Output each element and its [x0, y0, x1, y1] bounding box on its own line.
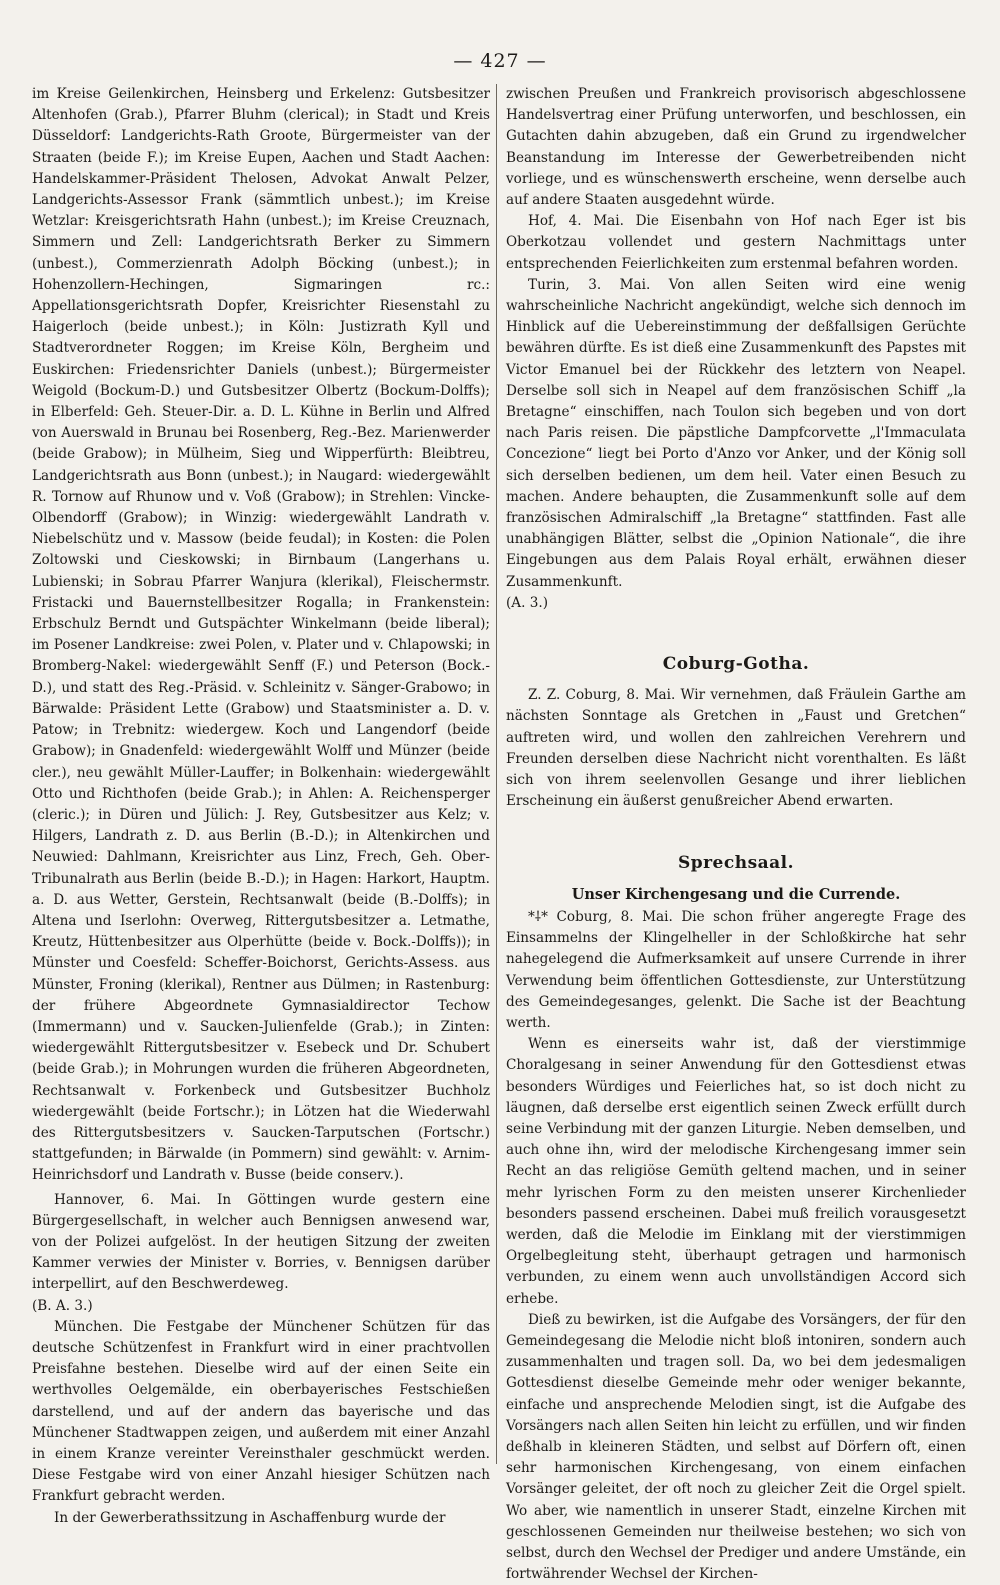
aschaffenburg-article: In der Gewerberathssitzung in Aschaffenburg wurde der	[54, 1509, 446, 1526]
election-results-paragraph: im Kreise Geilenkirchen, Heinsberg und Erkelenz: Gutsbesitzer Altenhofen (Grab.), Pfarrer Bluhm (clerical); in Stadt und Kreis Düsseldorf: Landgerichts-Rath Groote, Bürgermeister van der Straaten (beide F.); im Kreise Eupen, Aachen und Stadt Aachen: Handelskammer-Präsident Thelosen, Advokat Anwalt Pelzer, Landgerichts-Assessor Frank (sämmtlich unbest.); im Kreise Wetzlar: Kreisgerichtsrath Hahn (unbest.); im Kreise Creuznach, Simmern und Zell: Landgerichtsrath Berker zu Simmern (unbest.), Commerzienrath Adolph Böcking (unbest.); in Hohenzollern-Hechingen, Sigmaringen rc.: Appellationsgerichtsrath Dopfer, Kreisrichter Riesenstahl zu Haigerloch (beide unbest.); in Köln: Justizrath Kyll und Stadtverordneter Roggen; im Kreise Köln, Bergheim und Euskirchen: Friedensrichter Daniels (unbest.); Bürgermeister Weigold (Bockum-D.) und Gutsbesitzer Olbertz (Bockum-Dolffs); in Elberfeld: Geh. Steuer-Dir. a. D. L. Kühne in Berlin und Alfred von Auerswald in Brunau bei Rosenberg, Reg.-Bez. Marienwerder (beide Grabow); in Mülheim, Sieg und Wipperfürth: Bleibtreu, Landgerichtsrath aus Bonn (unbest.); in Naugard: wiedergewählt R. Tornow auf Rhunow und v. Voß (Grabow); in Strehlen: Vincke-Olbendorff (Grabow); in Winzig: wiedergewählt Landrath v. Niebelschütz und v. Massow (beide feudal); in Kosten: die Polen Zoltowski und Cieskowski; in Birnbaum (Langerhans u. Lubienski; in Sobrau Pfarrer Wanjura (klerikal), Fleischermstr. Fristacki und Bauernstellbesitzer Rogalla; in Frankenstein: Erbschulz Berndt und Gutspächter Winkelmann (beide liberal); im Posener Landkreise: zwei Polen, v. Plater und v. Chlapowski; in Bromberg-Nakel: wiedergewählt Senff (F.) und Peterson (Bock.-D.), und statt des Reg.-Präsid. v. Schleinitz v. Sänger-Grabowo; in Bärwalde: Präsident Lette (Grabow) und Staatsminister a. D. v. Patow; in Trebnitz: wiedergew. Koch und Langendorf (beide Grabow); in Gnadenfeld: wiedergewählt Wolff und Münzer (beide cler.), neu gewählt Müller-Lauffer; in Bolkenhain: wiedergewählt Otto und Richthofen (beide Grab.); in Ahlen: A. Reichensperger (cleric.); in Düren und Jülich: J. Rey, Gutsbesitzer aus Kelz; v. Hilgers, Landrath z. D. aus Berlin (B.-D.); in Altenkirchen und Neuwied: Dahlmann, Kreisrichter aus Linz, Frech, Geh. Ober-Tribunalrath aus Berlin (beide B.-D.); in Hagen: Harkort, Hauptm. a. D. aus Wetter, Gerstein, Rechtsanwalt (beide (B.-Dolffs); in Altena und Iserlohn: Overweg, Rittergutsbesitzer a. Letmathe, Kreutz, Hüttenbesitzer aus Olperhütte (beide v. Bock.-Dolffs)); in Münster und Coesfeld: Scheffer-Boichorst, Gerichts-Assess. aus Münster, Froning (klerikal), Rentner aus Dülmen; in Rastenburg: der frühere Abgeordnete Gymnasialdirector Techow (Immermann) und v. Saucken-Julienfelde (Grab.); in Zinten: wiedergewählt Rittergutsbesitzer v. Esebeck und Dr. Schubert (beide Grab.); in Mohrungen wurden die früheren Abgeordneten, Rechtsanwalt v. Forkenbeck und Gutsbesitzer Buchholz wiedergewählt (beide Fortschr.); in Lötzen hat die Wiederwahl des Rittergutsbesitzers v. Saucken-Tarputschen (Fortschr.) stattgefunden; in Bärwalde (in Pommern) sind gewählt: v. Arnim-Heinrichsdorf und Landrath v. Busse (beide conserv.).	[32, 86, 490, 1184]
muenchen-article: München. Die Festgabe der Münchener Schützen für das deutsche Schützenfest in Frankfurt wird in einer prachtvollen Preisfahne bestehen. Dieselbe wird auf der einen Seite ein werthvolles Oelgemälde, ein oberbayerisches Festschießen darstellend, und auf der andern das bayerische und das Münchener Stadtwappen zeigen, und außerdem mit einer Anzahl in einem Kranze vereinter Vereinsthaler geschmückt werden. Diese Festgabe wird von einer Anzahl hiesiger Schützen nach Frankfurt gebracht werden.	[32, 1318, 490, 1505]
coburg-article: Z. Z. Coburg, 8. Mai. Wir vernehmen, daß Fräulein Garthe am nächsten Sonntage als Gretchen in „Faust und Gretchen“ auftreten wird, und wollen den zahlreichen Verehrern und Freunden derselben diese Nachricht nicht vorenthalten. Es läßt sich von ihrem seelenvollen Gesange und ihrer lieblichen Erscheinung ein äußerst genußreicher Abend erwarten.	[506, 687, 966, 810]
sprechsaal-paragraph-2: Wenn es einerseits wahr ist, daß der vierstimmige Choralgesang in seiner Anwendung für den Gottesdienst etwas besonders Würdiges und Feierliches hat, so ist doch nicht zu läugnen, daß derselbe erst eigentlich seinen Zweck erfüllt durch seine Verbindung mit der ganzen Liturgie. Neben demselben, und auch ohne ihn, wird der melodische Kirchengesang immer sein Recht an das religiöse Gemüth geltend machen, und in seiner mehr lyrischen Form zu den meisten unserer Kirchenlieder besonders passend erscheinen. Dabei muß freilich vorausgesetzt werden, daß die Melodie im Einklang mit der vierstimmigen Orgelbegleitung steht, überhaupt getragen und harmonisch verbunden, zu einem wenn auch unvollständigen Accord sich erhebe.	[506, 1036, 966, 1307]
column-divider	[496, 84, 497, 1464]
sprechsaal-paragraph-1: *⸸* Coburg, 8. Mai. Die schon früher angeregte Frage des Einsammelns der Klingelheller in der Schloßkirche hat sehr nahegelegend die Aufmerksamkeit auf unsere Currende in ihrer Verwendung beim öffentlichen Gottesdienste, zur Unterstützung des Gemeindegesanges, gelenkt. Die Sache ist der Beachtung werth.	[506, 908, 966, 1031]
hannover-signature: (B. A. 3.)	[32, 1297, 93, 1314]
sprechsaal-heading: Sprechsaal.	[677, 852, 795, 873]
turin-article: Turin, 3. Mai. Von allen Seiten wird eine wenig wahrscheinliche Nachricht angekündigt, welche sich dennoch im Hinblick auf die Uebereinstimmung der deßfallsigen Gerüchte bewähren dürfte. Es ist dieß eine Zusammenkunft des Papstes mit Victor Emanuel bei der Rückkehr des letztern von Neapel. Derselbe soll sich in Neapel auf dem französischen Schiff „la Bretagne“ einschiffen, nach Toulon sich begeben und von dort nach Paris reisen. Die päpstliche Dampfcorvette „l'Immaculata Concezione“ liegt bei Porto d'Anzo vor Anker, und der König soll sich derselben bedienen, um dem heil. Vater einen Besuch zu machen. Andere behaupten, die Zusammenkunft solle auf dem französischen Admiralschiff „la Bretagne“ stattfinden. Fast alle unabhängigen Blätter, selbst die „Opinion Nationale“, die ihre Eingebungen aus dem Palais Royal erhält, erwähnen dieser Zusammenkunft.	[506, 276, 966, 590]
hannover-article: Hannover, 6. Mai. In Göttingen wurde gestern eine Bürgergesellschaft, in welcher auch Bennigsen anwesend war, von der Polizei aufgelöst. In der heutigen Sitzung der zweiten Kammer verwies der Minister v. Borries, v. Bennigsen darüber interpellirt, auf den Beschwerdeweg.	[32, 1191, 490, 1293]
right-column	[506, 84, 966, 1585]
sprechsaal-subheading: Unser Kirchengesang und die Currende.	[571, 885, 901, 903]
turin-signature: (A. 3.)	[506, 594, 549, 611]
hof-article: Hof, 4. Mai. Die Eisenbahn von Hof nach Eger ist bis Oberkotzau vollendet und gestern Nachmittags unter entsprechenden Feierlichkeiten zum erstenmal befahren worden.	[506, 213, 966, 272]
coburg-gotha-heading: Coburg-Gotha.	[662, 654, 810, 675]
left-column	[32, 84, 490, 1529]
sprechsaal-paragraph-3: Dieß zu bewirken, ist die Aufgabe des Vorsängers, der für den Gemeindegesang die Melodie nicht bloß intoniren, sondern auch zusammenhalten und tragen soll. Da, wo bei dem jedesmaligen Gottesdienst dieselbe Gemeinde mehr oder weniger bekannte, einfache und ansprechende Melodien singt, ist die Aufgabe des Vorsängers nach allen Seiten hin leicht zu erfüllen, und wir finden deßhalb in kleineren Städten, und selbst auf Dörfern oft, einen sehr harmonischen Kirchengesang, von einem einfachen Vorsänger geleitet, der oft noch zu gleicher Zeit die Orgel spielt. Wo aber, wie namentlich in unserer Stadt, einzelne Kirchen mit geschlossenen Gemeinden nur theilweise bestehen; wo sich von selbst, durch den Wechsel der Prediger und andere Umstände, ein fortwährender Wechsel der Kirchen-	[506, 1311, 966, 1583]
page-number: — 427 —	[453, 50, 547, 72]
trade-treaty-paragraph: zwischen Preußen und Frankreich provisorisch abgeschlossene Handelsvertrag einer Prüfung unterworfen, und beschlossen, ein Gutachten dahin abzugeben, daß ein Grund zu irgendwelcher Beanstandung im Interesse der Gewerbetreibenden nicht vorliege, und es wünschenswerth erscheine, wenn derselbe auch auf andere Staaten ausgedehnt würde.	[506, 86, 966, 209]
